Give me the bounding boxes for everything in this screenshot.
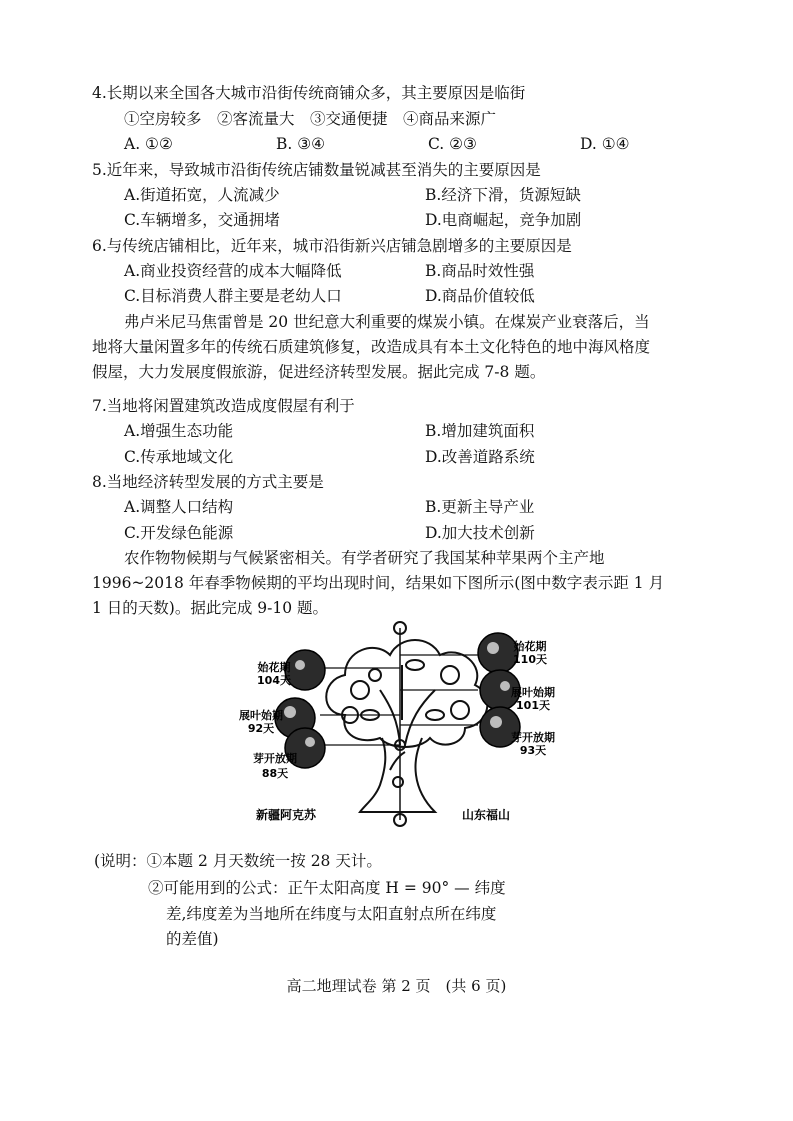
- q8-option-d: D.加大技术创新: [425, 524, 535, 542]
- q6-option-b: B.商品时效性强: [425, 262, 535, 280]
- q4-items: ①空房较多 ②客流量大 ③交通便捷 ④商品来源广: [124, 110, 497, 128]
- left-stage-2-days: 92天: [247, 722, 275, 735]
- q8-stem: 8.当地经济转型发展的方式主要是: [92, 473, 324, 491]
- q4-option-b: B. ③④: [276, 135, 326, 153]
- passage2-line-3: 1 日的天数)。据此完成 9-10 题。: [92, 599, 329, 617]
- q6-stem: 6.与传统店铺相比，近年来，城市沿街新兴店铺急剧增多的主要原因是: [92, 237, 572, 255]
- right-stage-1-label: 始花期: [513, 640, 547, 653]
- right-stage-3-label: 芽开放期: [511, 731, 555, 744]
- note-line-1: (说明：①本题 2 月天数统一按 28 天计。: [94, 852, 382, 870]
- q8-option-a: A.调整人口结构: [124, 498, 234, 516]
- passage1-line-1: 弗卢米尼马焦雷曾是 20 世纪意大利重要的煤炭小镇。在煤炭产业衰落后，当: [124, 313, 650, 331]
- left-stage-1-label: 始花期: [257, 661, 291, 674]
- left-stage-2-label: 展叶始期: [239, 709, 283, 722]
- left-stage-1-days: 104天: [257, 674, 291, 687]
- q8-option-c: C.开发绿色能源: [124, 524, 234, 542]
- right-stage-2-label: 展叶始期: [511, 686, 555, 699]
- q6-option-a: A.商业投资经营的成本大幅降低: [124, 262, 342, 280]
- q5-option-d: D.电商崛起，竞争加剧: [425, 211, 582, 229]
- q5-stem: 5.近年来，导致城市沿街传统店铺数量锐减甚至消失的主要原因是: [92, 161, 541, 179]
- q6-option-c: C.目标消费人群主要是老幼人口: [124, 287, 342, 305]
- q7-option-d: D.改善道路系统: [425, 448, 535, 466]
- q4-option-c: C. ②③: [428, 135, 477, 153]
- right-stage-1-days: 110天: [513, 653, 547, 666]
- q7-option-c: C.传承地域文化: [124, 448, 234, 466]
- q8-option-b: B.更新主导产业: [425, 498, 535, 516]
- right-stage-2-days: 101天: [516, 699, 550, 712]
- q5-option-c: C.车辆增多，交通拥堵: [124, 211, 280, 229]
- q7-stem: 7.当地将闲置建筑改造成度假屋有利于: [92, 397, 355, 415]
- q4-stem: 4.长期以来全国各大城市沿街传统商铺众多，其主要原因是临街: [92, 84, 526, 102]
- caption-shandong-fushan: 山东福山: [462, 808, 511, 822]
- q7-option-b: B.增加建筑面积: [425, 422, 535, 440]
- passage1-line-3: 假屋，大力发展度假旅游，促进经济转型发展。据此完成 7-8 题。: [92, 363, 546, 381]
- q7-option-a: A.增强生态功能: [124, 422, 234, 440]
- q4-option-a: A. ①②: [124, 135, 173, 153]
- q5-option-a: A.街道拓宽，人流减少: [124, 186, 280, 204]
- left-stage-3-label: 芽开放期: [253, 752, 297, 765]
- left-stage-3-days: 88天: [261, 767, 289, 780]
- passage2-line-1: 农作物物候期与气候紧密相关。有学者研究了我国某种苹果两个主产地: [124, 549, 605, 567]
- q6-option-d: D.商品价值较低: [425, 287, 535, 305]
- q4-option-d: D. ①④: [580, 135, 630, 153]
- q5-option-b: B.经济下滑，货源短缺: [425, 186, 581, 204]
- passage2-line-2: 1996~2018 年春季物候期的平均出现时间，结果如下图所示(图中数字表示距 1 月: [92, 574, 665, 592]
- note-line-4: 的差值): [166, 930, 219, 948]
- passage1-line-2: 地将大量闲置多年的传统石质建筑修复，改造成具有本土文化特色的地中海风格度: [92, 338, 651, 356]
- page-footer: 高二地理试卷 第 2 页 (共 6 页): [286, 977, 507, 995]
- note-line-2: ②可能用到的公式：正午太阳高度 H = 90° — 纬度: [148, 879, 506, 897]
- phenology-tree-figure: [250, 620, 550, 830]
- note-line-3: 差,纬度差为当地所在纬度与太阳直射点所在纬度: [166, 905, 497, 923]
- right-stage-3-days: 93天: [519, 744, 547, 757]
- caption-xinjiang-aksu: 新疆阿克苏: [256, 808, 317, 822]
